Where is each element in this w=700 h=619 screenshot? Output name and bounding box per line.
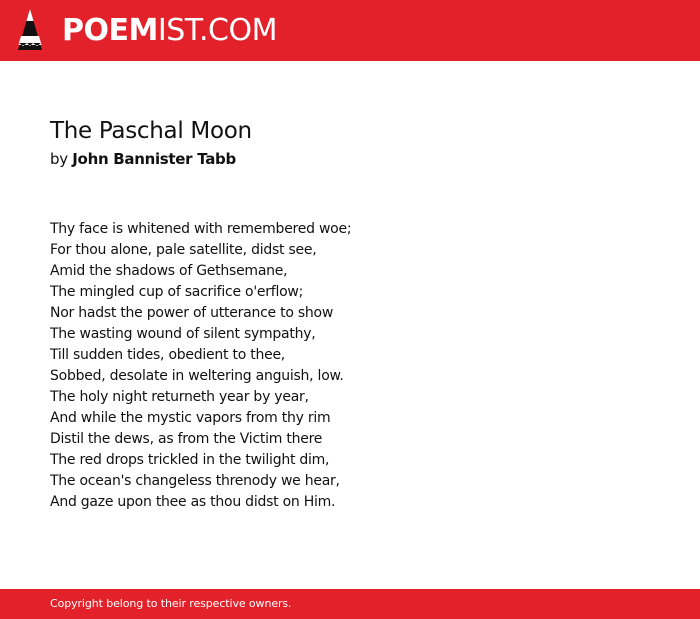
site-footer <box>0 589 700 619</box>
poem-body <box>50 219 351 513</box>
by-label: by <box>50 150 68 168</box>
poem-title: The Paschal Moon <box>50 118 252 144</box>
copyright-notice: Copyright belong to their respective owners. <box>50 597 292 610</box>
pencil-tip-icon[interactable] <box>18 9 42 51</box>
poem-line: And while the mystic vapors from thy rim <box>50 410 331 426</box>
poem-line: Nor hadst the power of utterance to show <box>50 305 334 321</box>
poem-line: Till sudden tides, obedient to thee, <box>50 347 286 363</box>
poem-line: Sobbed, desolate in weltering anguish, low. <box>50 368 344 384</box>
poem-line: Distil the dews, as from the Victim there <box>50 431 323 447</box>
poem-line: Amid the shadows of Gethsemane, <box>50 263 288 279</box>
poem-line: Thy face is whitened with remembered woe; <box>50 221 352 237</box>
logo-light-text: IST.COM <box>157 13 277 48</box>
site-logo[interactable] <box>62 14 277 48</box>
poem-byline <box>50 148 236 170</box>
site-header <box>0 0 700 61</box>
poem-line: For thou alone, pale satellite, didst see, <box>50 242 317 258</box>
poem-line: The red drops trickled in the twilight dim, <box>50 452 330 468</box>
poem-line: The wasting wound of silent sympathy, <box>50 326 316 342</box>
logo-bold-text: POEM <box>62 13 158 48</box>
author-name: John Bannister Tabb <box>72 150 236 168</box>
poem-line: And gaze upon thee as thou didst on Him. <box>50 494 336 510</box>
poem-line: The mingled cup of sacrifice o'erflow; <box>50 284 304 300</box>
poem-line: The holy night returneth year by year, <box>50 389 309 405</box>
poem-line: The ocean's changeless threnody we hear, <box>50 473 340 489</box>
